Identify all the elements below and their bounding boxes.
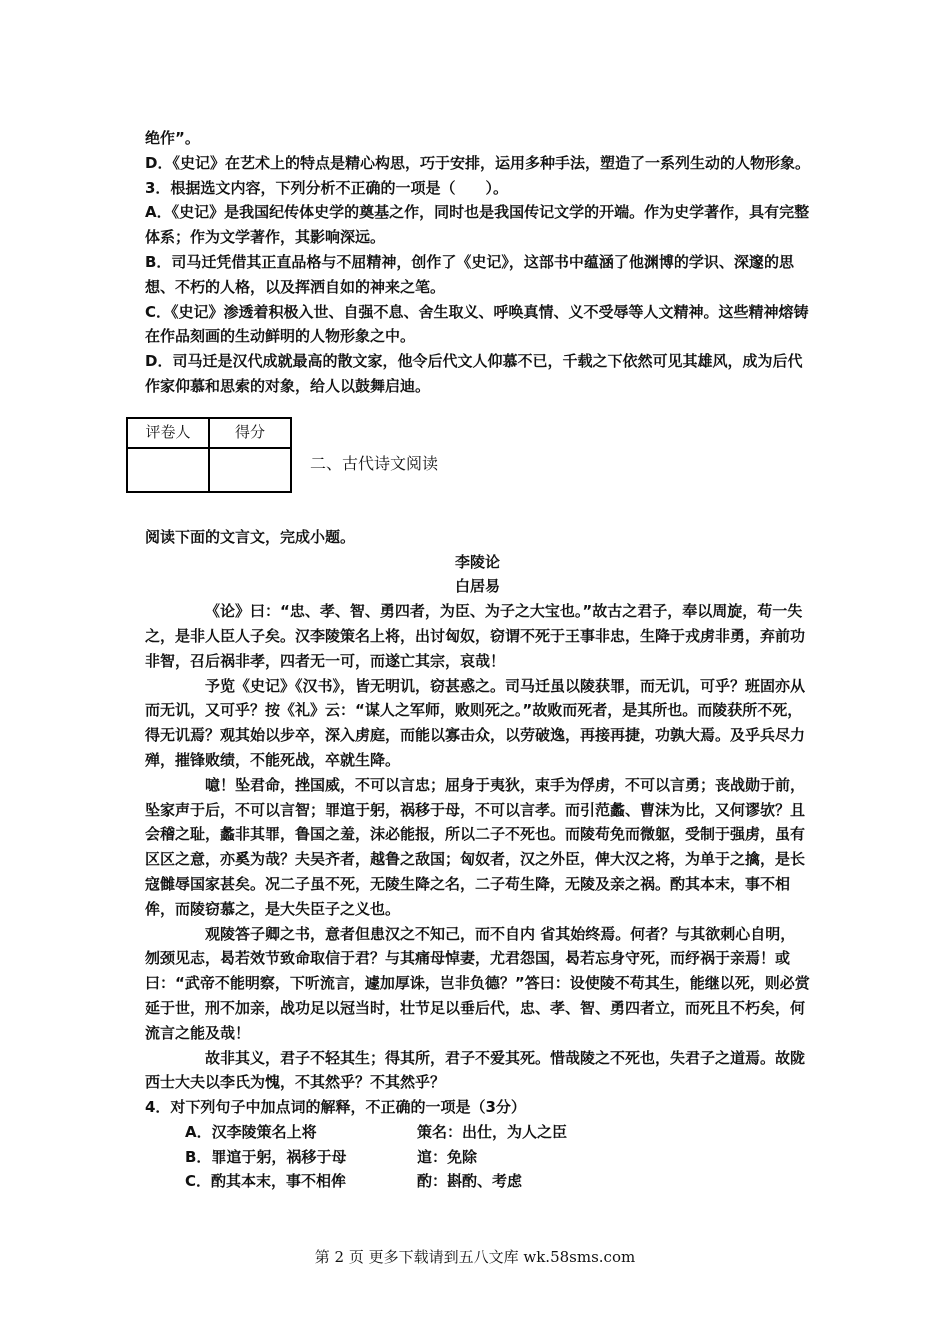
section-title: 二、古代诗文阅读	[310, 453, 439, 473]
q2-option-d: D．《史记》在艺术上的特点是精心构思，巧于安排，运用多种手法，塑造了一系列生动的人物形象。	[145, 153, 810, 172]
essay-paragraph: 故非其义，君子不轻其生；得其所，君子不爱其死。惜哉陵之不死也，失君子之道焉。故陇西士大夫以李氏为愧，不其然乎？不其然乎？	[145, 1048, 806, 1092]
q4-option-sentence: B．罪逭于躬，祸移于母	[185, 1147, 347, 1166]
score-header: 得分	[209, 418, 291, 448]
page-content	[145, 126, 810, 1194]
essay-paragraph: 观陵答子卿之书，意者但患汉之不知己，而不自内 省其始终焉。何者？与其欲刺心自明，刎颈见志，曷若效节致命取信于君？与其痛母悼妻，尤君怨国，曷若忘身守死，而纾祸于亲焉！或曰：“武帝不能明察，下听流言，遽加厚诛，岂非负德？”答曰：设使陵不苟其生，能继以死，则必赏延于世，刑不加亲，战功足以冠当时，壮节足以垂后代，忠、孝、智、勇四者立，而死且不朽矣，何流言之能及哉！	[145, 924, 810, 1042]
q4-option-sentence: A．汉李陵策名上将	[185, 1122, 317, 1141]
score-table	[126, 417, 292, 493]
score-cell	[209, 448, 291, 492]
q4-option-c	[145, 1169, 810, 1194]
q4-option-gloss: 策名：出仕，为人之臣	[417, 1122, 568, 1141]
q4-option-gloss: 逭：免除	[417, 1147, 478, 1166]
q4-option-gloss: 酌：斟酌、考虑	[417, 1172, 523, 1191]
essay-paragraph: 噫！坠君命，挫国威，不可以言忠；屈身于夷狄，束手为俘虏，不可以言勇；丧战勋于前，坠家声于后，不可以言智；罪逭于躬，祸移于母，不可以言孝。而引范蠡、曹沫为比，又何谬欤？且会稽之耻，蠡非其罪，鲁国之羞，沫必能报，所以二子不死也。而陵苟免而微躯，受制于强虏，虽有区区之意，亦奚为哉？夫吴齐者，越鲁之敌国；匈奴者，汉之外臣，俾大汉之将，为单于之擒，是长寇雠辱国家甚矣。况二子虽不死，无陵生降之名，二子苟生降，无陵及亲之祸。酌其本末，事不相侔，而陵窃慕之，是大失臣子之义也。	[145, 775, 806, 918]
grader-header: 评卷人	[127, 418, 209, 448]
instruction: 阅读下面的文言文，完成小题。	[145, 527, 356, 546]
q3-option-b: B．司马迁凭借其正直品格与不屈精神，创作了《史记》，这部书中蕴涵了他渊博的学识、深邃的思想、不朽的人格，以及挥洒自如的神来之笔。	[145, 252, 794, 296]
essay-title: 李陵论	[454, 552, 500, 571]
q4-stem: 4．对下列句子中加点词的解释，不正确的一项是（3分）	[145, 1098, 526, 1117]
page-footer: 第 2 页 更多下载请到五八文库 wk.58sms.com	[314, 1248, 636, 1266]
q3-option-c: C．《史记》渗透着积极入世、自强不息、舍生取义、呼唤真情、义不受辱等人文精神。这些精神熔铸在作品刻画的生动鲜明的人物形象之中。	[145, 302, 809, 346]
q3-option-d: D．司马迁是汉代成就最高的散文家，他令后代文人仰慕不已，千载之下依然可见其雄风，成为后代作家仰慕和思索的对象，给人以鼓舞启迪。	[145, 352, 803, 395]
essay-paragraph: 《论》曰：“忠、孝、智、勇四者，为臣、为子之大宝也。”故古之君子，奉以周旋，苟一失之，是非人臣人子矣。汉李陵策名上将，出讨匈奴，窃谓不死于王事非忠，生降于戎虏非勇，弃前功非智，召后祸非孝，四者无一可，而遂亡其宗，哀哉！	[145, 602, 806, 670]
q4-option-a	[145, 1120, 810, 1145]
score-section	[145, 417, 810, 525]
q3-stem: 3．根据选文内容，下列分析不正确的一项是（ ）。	[145, 178, 508, 197]
q4-option-sentence: C．酌其本末，事不相侔	[185, 1172, 347, 1191]
essay-author: 白居易	[454, 577, 500, 596]
essay-paragraph: 予览《史记》《汉书》，皆无明讥，窃甚惑之。司马迁虽以陵获罪，而无讥，可乎？班固亦从而无讥，又可乎？按《礼》云：“谋人之军师，败则死之。”故败而死者，是其所也。而陵获所不死，得无讥焉？观其始以步卒，深入虏庭，而能以寡击众，以劳破逸，再接再捷，功孰大焉。及乎兵尽力殚，摧锋败绩，不能死战，卒就生降。	[145, 676, 806, 769]
grader-cell	[127, 448, 209, 492]
q3-option-a: A．《史记》是我国纪传体史学的奠基之作，同时也是我国传记文学的开端。作为史学著作，具有完整体系；作为文学著作，其影响深远。	[145, 203, 810, 247]
q2-tail-line: 绝作”。	[145, 129, 200, 147]
q4-option-b	[145, 1145, 810, 1170]
